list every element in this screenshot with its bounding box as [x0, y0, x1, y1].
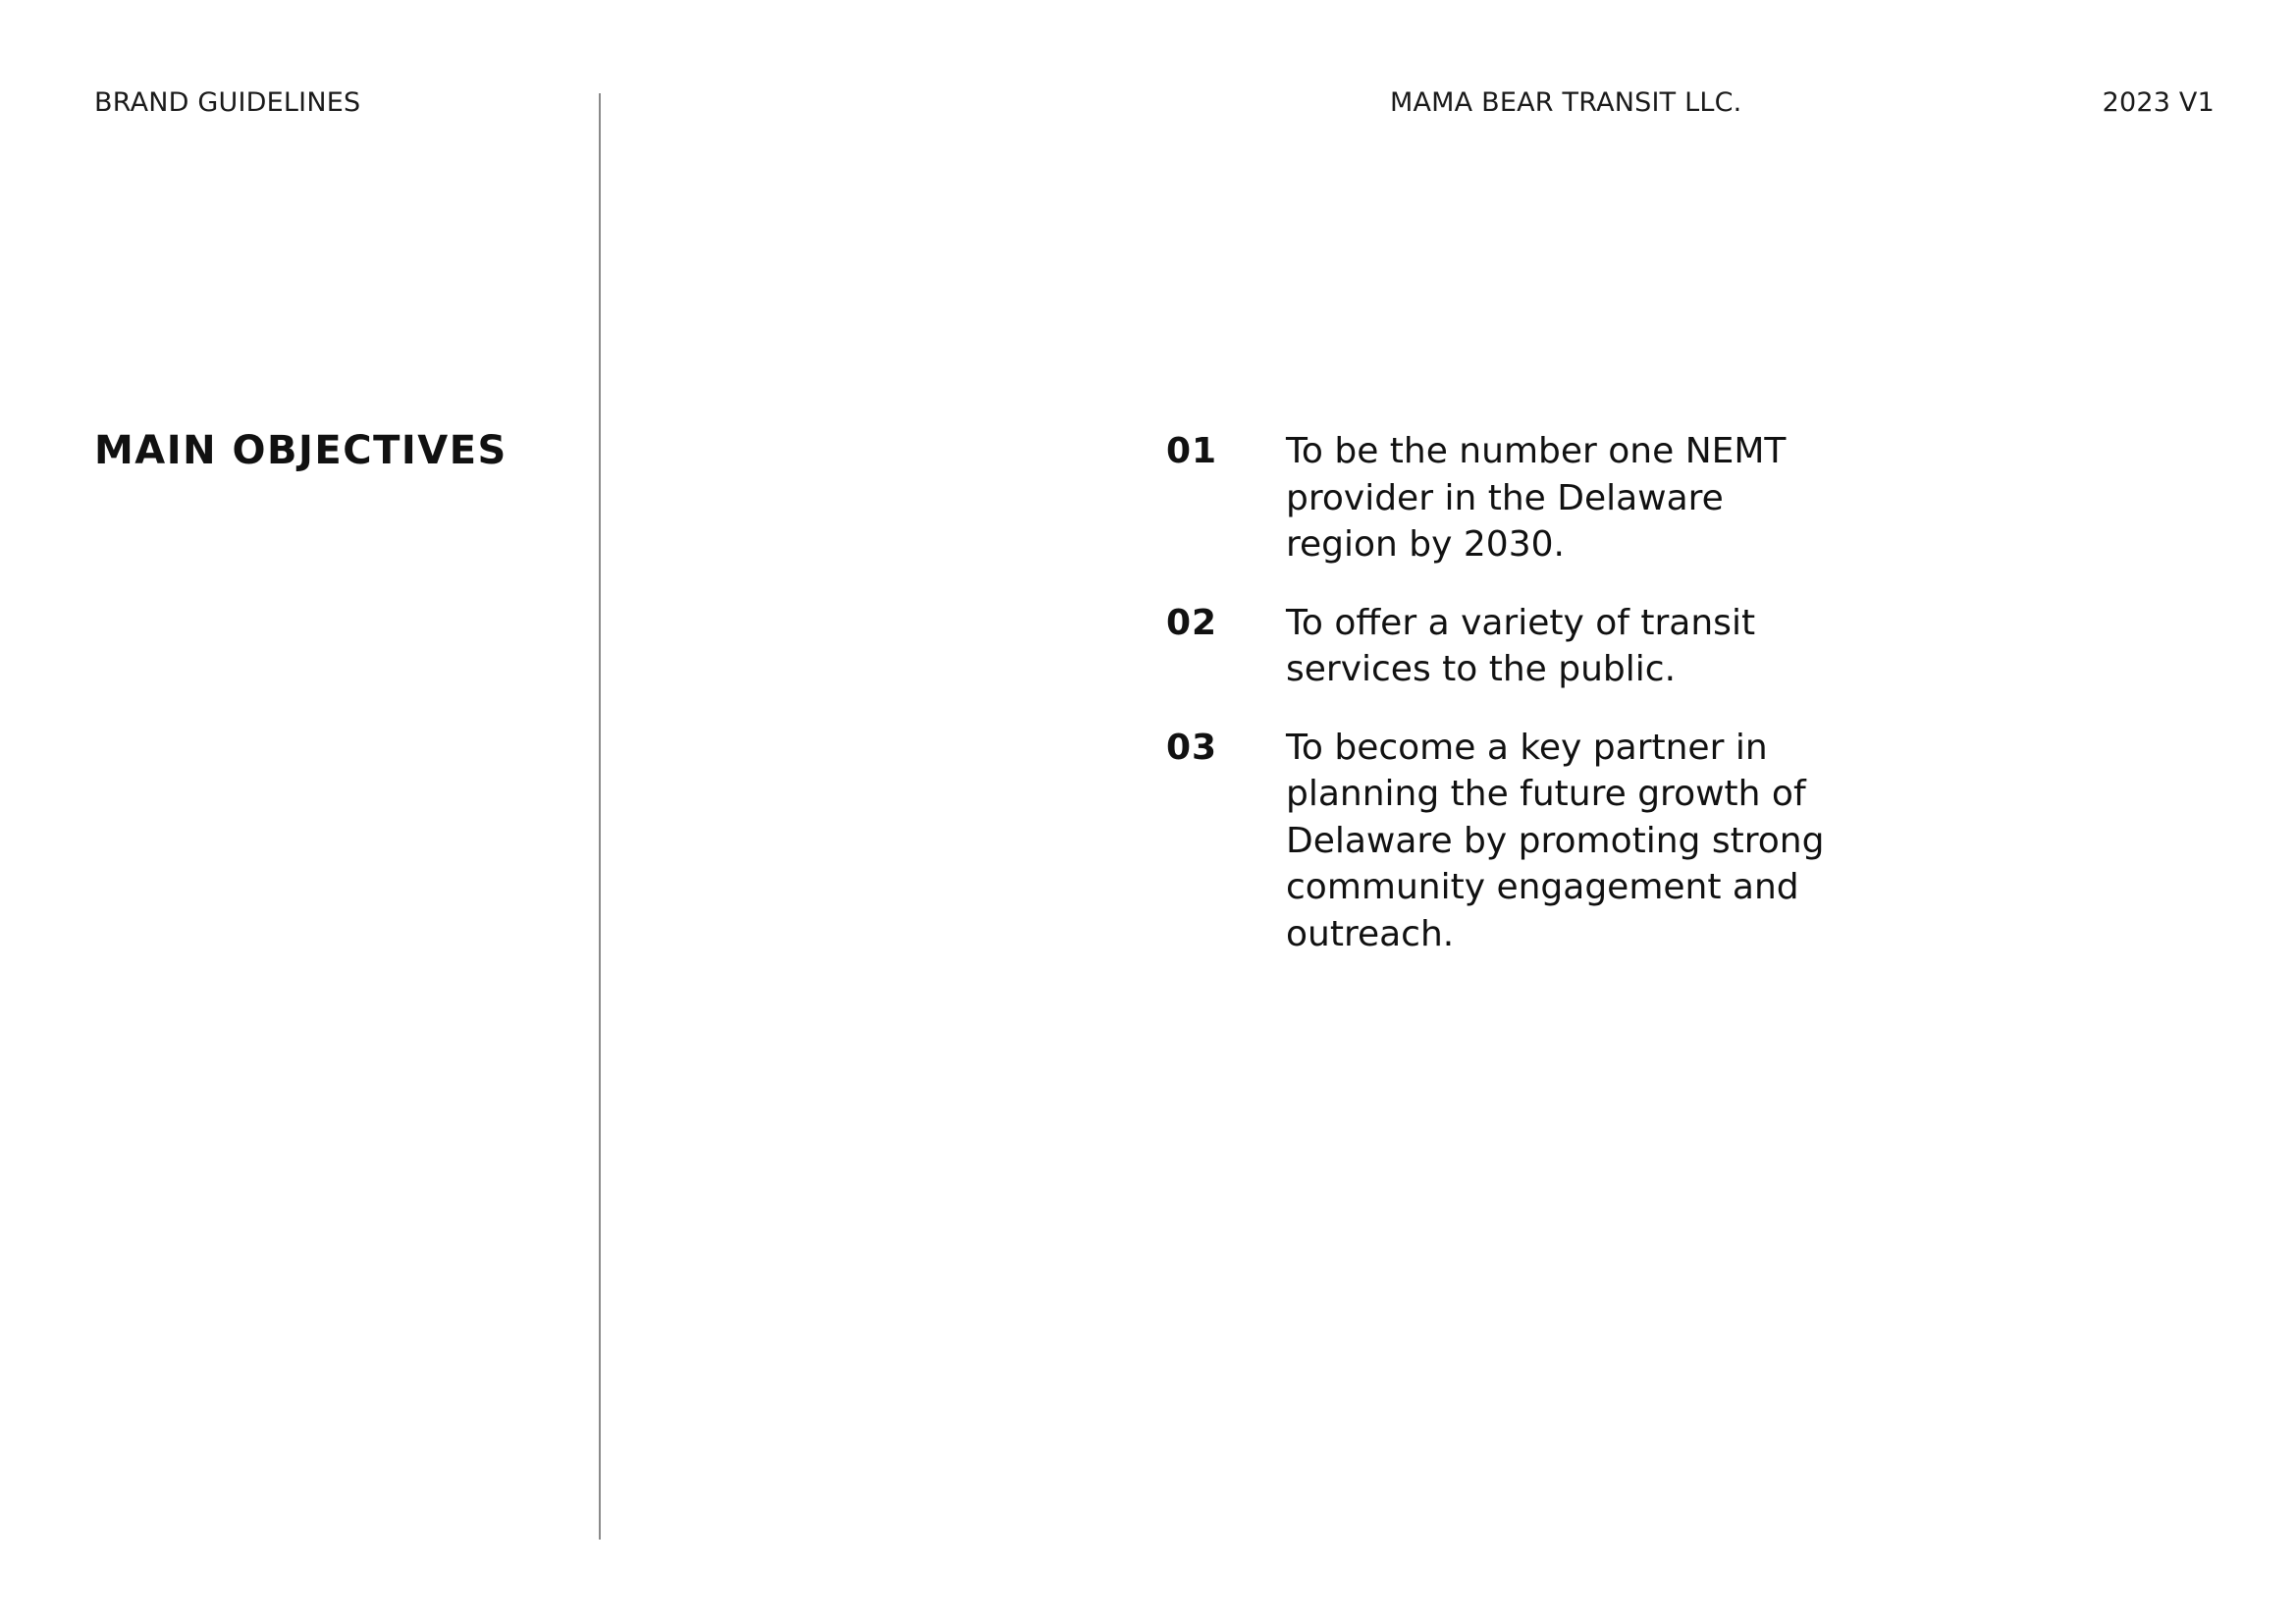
version-label: 2023 V1 — [2102, 87, 2215, 118]
objectives-list — [1166, 428, 1873, 989]
objective-number: 02 — [1166, 602, 1218, 643]
document-label: BRAND GUIDELINES — [94, 87, 361, 118]
vertical-divider — [599, 93, 601, 1540]
objective-item — [1166, 600, 1873, 693]
company-name: MAMA BEAR TRANSIT LLC. — [1390, 87, 1742, 118]
objective-text: To offer a variety of transit services to the public. — [1286, 602, 1756, 689]
objective-number: 01 — [1166, 431, 1218, 471]
objective-number: 03 — [1166, 727, 1218, 768]
objective-text: To be the number one NEMT provider in the Delaware region by 2030. — [1286, 431, 1787, 565]
page-title: MAIN OBJECTIVES — [94, 428, 507, 473]
objective-text: To become a key partner in planning the future growth of Delaware by promoting strong community engagement and outreach. — [1286, 727, 1825, 954]
objective-item — [1166, 725, 1873, 958]
objective-item — [1166, 428, 1873, 568]
